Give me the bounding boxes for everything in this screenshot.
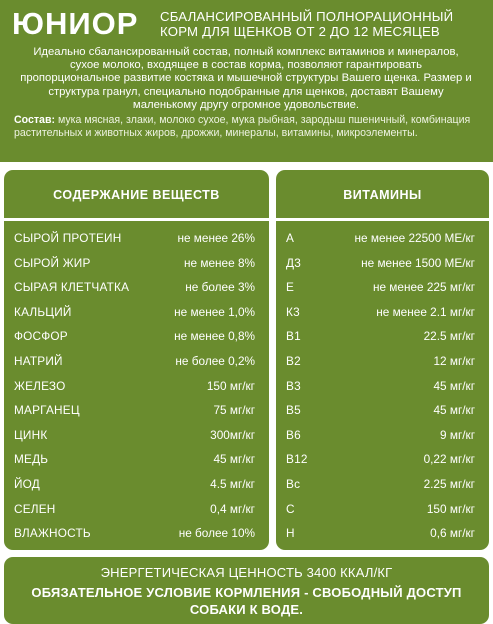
- product-subtitle: СБАЛАНСИРОВАННЫЙ ПОЛНОРАЦИОННЫЙ КОРМ ДЛЯ ЩЕНКОВ ОТ 2 ДО 12 МЕСЯЦЕВ: [160, 9, 454, 39]
- table-row: [4, 349, 269, 374]
- row-value: не менее 0,8%: [174, 329, 255, 344]
- row-label: СЫРОЙ ПРОТЕИН: [14, 231, 122, 245]
- row-label: МАРГАНЕЦ: [14, 403, 80, 418]
- row-label: К3: [286, 304, 300, 319]
- row-value: 2.25 мг/кг: [423, 476, 475, 491]
- row-label: В6: [286, 427, 301, 442]
- vitamins-title: ВИТАМИНЫ: [343, 188, 422, 202]
- table-row: [4, 423, 269, 448]
- row-value: не менее 22500 МЕ/кг: [354, 231, 475, 245]
- table-row: [4, 447, 269, 472]
- nutrients-title: СОДЕРЖАНИЕ ВЕЩЕСТВ: [53, 188, 220, 202]
- table-row: [4, 226, 269, 251]
- row-label: ЙОД: [14, 476, 40, 491]
- row-value: не менее 225 мг/кг: [372, 280, 475, 295]
- intro-text: Идеально сбалансированный состав, полный комплекс витаминов и минералов, сухое молоко, входящее в состав корма, позволяют гарантировать пропорциональное развитие костяка и мышечной структуры Вашего щенка. Размер и структура гранул, специально подобранные для щенков, доставят Вашему маленькому другу огромное удовольствие.: [20, 46, 472, 111]
- row-value: 0,4 мг/кг: [210, 501, 255, 516]
- energy-value: ЭНЕРГЕТИЧЕСКАЯ ЦЕННОСТЬ 3400 ККАЛ/КГ: [100, 565, 393, 580]
- row-label: ЦИНК: [14, 427, 48, 442]
- row-label: ФОСФОР: [14, 329, 68, 344]
- row-value: 0,22 мг/кг: [423, 452, 475, 467]
- row-label: КАЛЬЦИЙ: [14, 304, 72, 319]
- row-value: не менее 1,0%: [174, 304, 255, 319]
- header-panel: [0, 0, 493, 162]
- row-label: НАТРИЙ: [14, 353, 63, 368]
- vitamins-list: [276, 226, 489, 546]
- table-row: [4, 300, 269, 325]
- table-row: [4, 472, 269, 497]
- row-value: 45 мг/кг: [433, 378, 475, 393]
- row-value: не более 0,2%: [175, 353, 255, 368]
- table-row: [4, 521, 269, 546]
- row-label: Н: [286, 526, 295, 541]
- row-value: не более 3%: [185, 280, 255, 295]
- row-value: 22.5 мг/кг: [423, 329, 475, 344]
- brand-title: ЮНИОР: [12, 6, 139, 41]
- table-row: [4, 374, 269, 399]
- composition: [14, 114, 484, 141]
- table-row: [276, 275, 489, 300]
- table-row: [276, 226, 489, 251]
- row-label: МЕДЬ: [14, 452, 49, 467]
- nutrients-list: [4, 226, 269, 546]
- table-row: [276, 423, 489, 448]
- row-label: В1: [286, 329, 301, 344]
- nutrients-panel: [4, 170, 269, 550]
- row-label: СЫРАЯ КЛЕТЧАТКА: [14, 280, 130, 295]
- table-row: [4, 398, 269, 423]
- vitamins-panel: [276, 170, 489, 550]
- row-label: С: [286, 501, 295, 516]
- row-value: не менее 2.1 мг/кг: [376, 304, 475, 319]
- row-label: ЖЕЛЕЗО: [14, 378, 66, 393]
- row-label: СЕЛЕН: [14, 501, 56, 516]
- table-row: [276, 472, 489, 497]
- row-label: В2: [286, 353, 301, 368]
- row-value: 150 мг/кг: [426, 501, 475, 516]
- feeding-condition: ОБЯЗАТЕЛЬНОЕ УСЛОВИЕ КОРМЛЕНИЯ - СВОБОДНЫЙ ДОСТУП СОБАКИ К ВОДЕ.: [31, 585, 462, 617]
- table-row: [276, 521, 489, 546]
- row-label: В3: [286, 378, 301, 393]
- row-value: 0,6 мг/кг: [430, 526, 475, 541]
- row-value: 300мг/кг: [210, 427, 255, 442]
- table-row: [276, 374, 489, 399]
- row-label: Вс: [286, 476, 301, 491]
- table-row: [4, 251, 269, 276]
- row-value: не менее 26%: [177, 231, 255, 245]
- row-label: Е: [286, 280, 295, 295]
- row-value: 150 мг/кг: [206, 378, 255, 393]
- row-value: 45 мг/кг: [213, 452, 255, 467]
- table-row: [276, 324, 489, 349]
- row-label: ВЛАЖНОСТЬ: [14, 526, 91, 541]
- table-row: [276, 497, 489, 522]
- row-value: 75 мг/кг: [213, 403, 255, 418]
- row-value: 45 мг/кг: [433, 403, 475, 418]
- row-value: 9 мг/кг: [440, 427, 475, 442]
- composition-text: мука мясная, злаки, молоко сухое, мука рыбная, зародыш пшеничный, комбинация растительных и животных жиров, дрожжи, минералы, витамины, микроэлементы.: [14, 114, 471, 140]
- divider: [276, 218, 489, 221]
- row-label: Д3: [286, 255, 301, 270]
- row-value: не менее 8%: [184, 255, 255, 270]
- row-value: не менее 1500 МЕ/кг: [361, 255, 475, 270]
- table-row: [4, 324, 269, 349]
- table-row: [276, 398, 489, 423]
- row-value: 4.5 мг/кг: [210, 476, 255, 491]
- footer-panel: [4, 557, 489, 624]
- table-row: [276, 447, 489, 472]
- row-value: 12 мг/кг: [433, 353, 475, 368]
- divider: [4, 218, 269, 221]
- table-row: [4, 497, 269, 522]
- row-label: В5: [286, 403, 301, 418]
- table-row: [276, 251, 489, 276]
- table-row: [276, 300, 489, 325]
- row-label: А: [286, 231, 295, 245]
- row-label: В12: [286, 452, 308, 467]
- row-label: СЫРОЙ ЖИР: [14, 255, 91, 270]
- table-row: [276, 349, 489, 374]
- table-row: [4, 275, 269, 300]
- row-value: не более 10%: [178, 526, 255, 541]
- composition-label: Состав:: [14, 114, 55, 126]
